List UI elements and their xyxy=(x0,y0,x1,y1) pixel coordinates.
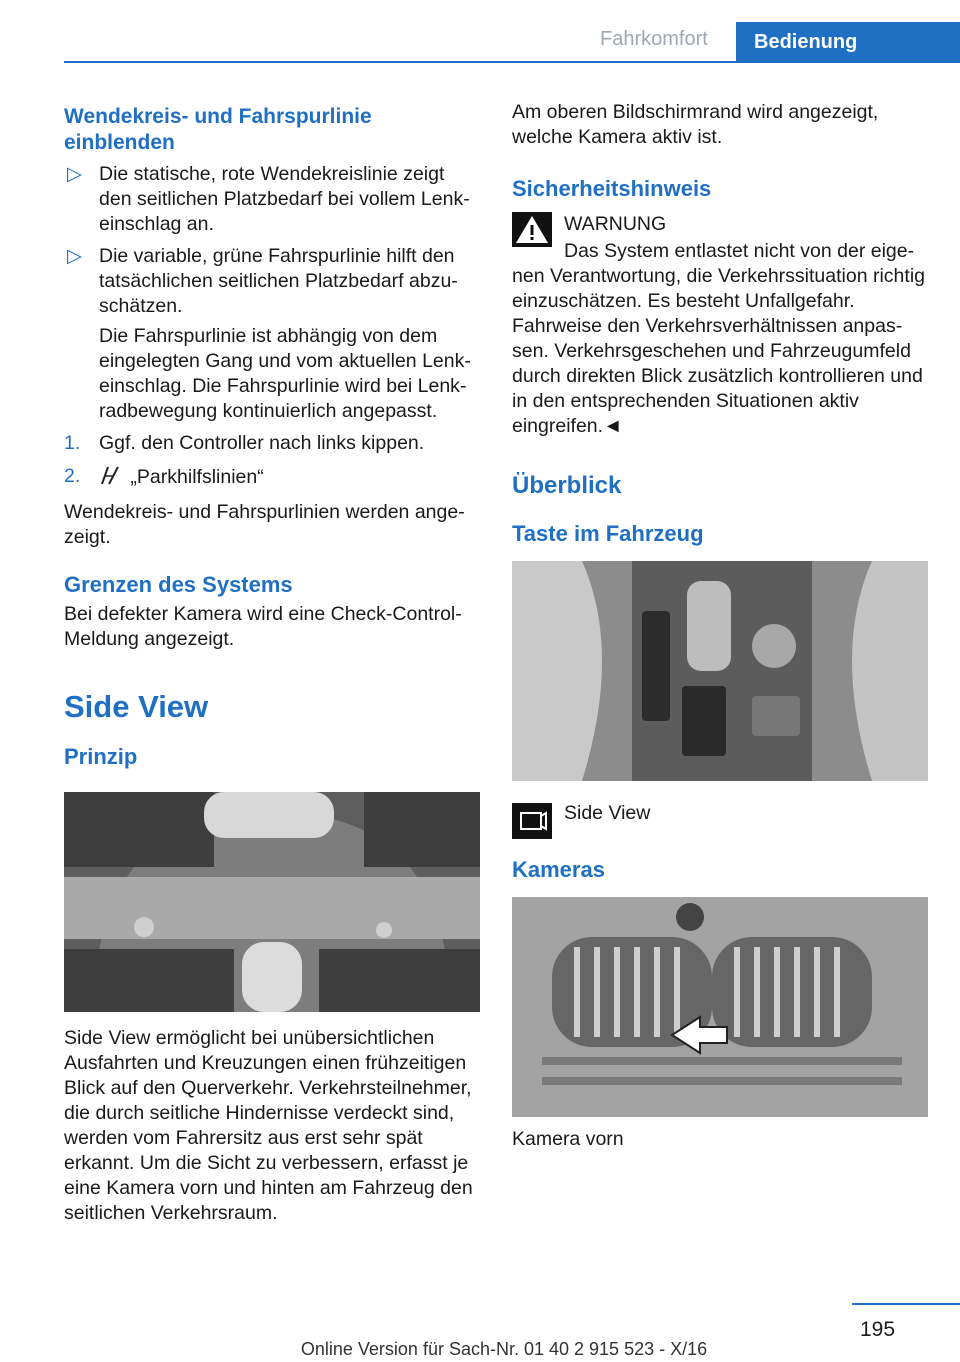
intro-text: Am oberen Bildschirmrand wird angezeigt, welche Kamera aktiv ist. xyxy=(512,101,879,148)
triangle-bullet-icon: ▷ xyxy=(67,163,82,185)
side-view-button-row xyxy=(512,801,928,845)
bullet-text: Die variable, grüne Fahrspurlinie hilft den tatsächlichen seitlichen Platzbedarf abzuschätzen. xyxy=(99,245,458,317)
step-text: Ggf. den Controller nach links kippen. xyxy=(99,432,425,454)
side-view-camera-icon xyxy=(512,803,552,839)
section-title-wendekreis: Wendekreis- und Fahrspurlinie einblenden xyxy=(64,105,372,154)
bullet-item xyxy=(64,244,480,424)
section-title-sicherheitshinweis: Sicherheitshinweis xyxy=(512,176,712,201)
front-camera-image xyxy=(512,897,928,1117)
grenzen-text: Bei defekter Kamera wird eine Check-Control-Meldung angezeigt. xyxy=(64,603,462,650)
section-title-prinzip: Prinzip xyxy=(64,744,138,769)
header-section-bedienung: Bedienung xyxy=(736,22,960,62)
running-header xyxy=(64,0,960,62)
page-number: 195 xyxy=(860,1318,896,1341)
header-section-fahrkomfort: Fahrkomfort xyxy=(600,28,708,50)
warning-block xyxy=(512,212,928,439)
warning-label: WARNUNG xyxy=(564,213,667,235)
bullet-item xyxy=(64,162,480,237)
bullet-text: Die statische, rote Wendekreislinie zeigt den seitlichen Platzbedarf bei vollem Lenkeinschlag an. xyxy=(99,163,470,235)
step-text: „Parkhilfslinien“ xyxy=(130,466,264,488)
side-view-principle-image xyxy=(64,792,480,1012)
step-number: 1. xyxy=(64,432,81,454)
online-version-footer: Online Version für Sach-Nr. 01 40 2 915 523 - X/16 xyxy=(300,1339,708,1359)
section-title-grenzen: Grenzen des Systems xyxy=(64,572,293,597)
result-text: Wendekreis- und Fahrspurlinien werden angezeigt. xyxy=(64,501,465,548)
step-number: 2. xyxy=(64,465,81,487)
side-view-button-caption: Side View xyxy=(564,802,651,824)
chapter-title-side-view: Side View xyxy=(64,689,209,724)
subsection-title-kameras: Kameras xyxy=(512,857,605,882)
warning-text: Das System entlastet nicht von der eigenen Verantwortung, die Verkehrssituation richtig einzuschätzen. Es besteht Unfallgefahr. Fahrweise den Verkehrsverhältnissen anpassen. Verkehrsgeschehen und Fahrzeugumfeld durch direkten Blick zusätzlich kontrollieren und in den entsprechenden Situationen aktiv eingreifen.◄ xyxy=(512,240,925,437)
right-column xyxy=(512,100,928,1152)
subsection-title-taste: Taste im Fahrzeug xyxy=(512,521,704,546)
console-button-image xyxy=(512,561,928,781)
left-column xyxy=(64,100,480,1226)
header-rule xyxy=(64,61,960,63)
parking-lines-icon xyxy=(99,464,125,493)
footer-rule xyxy=(852,1303,960,1305)
step-item xyxy=(64,431,480,456)
bullet-subparagraph: Die Fahrspurlinie ist abhängig von dem eingelegten Gang und vom aktuellen Lenkeinschlag. Die Fahrspurlinie wird bei Lenkradbewegung kontinuierlich angepasst. xyxy=(99,325,471,422)
step-item xyxy=(64,464,480,493)
prinzip-text: Side View ermöglicht bei unübersichtlichen Ausfahrten und Kreuzungen einen frühzeitigen Blick auf den Querverkehr. Verkehrsteilnehmer, die durch seitliche Hindernisse verdeckt sind, werden vom Fahrersitz aus erst sehr spät erkannt. Um die Sicht zu verbessern, erfasst je eine Kamera vorn und hinten am Fahrzeug den seitlichen Verkehrsraum. xyxy=(64,1027,473,1224)
warning-triangle-icon xyxy=(512,212,552,247)
section-title-ueberblick: Überblick xyxy=(512,472,622,499)
triangle-bullet-icon: ▷ xyxy=(67,245,82,267)
front-camera-caption: Kamera vorn xyxy=(512,1128,624,1150)
